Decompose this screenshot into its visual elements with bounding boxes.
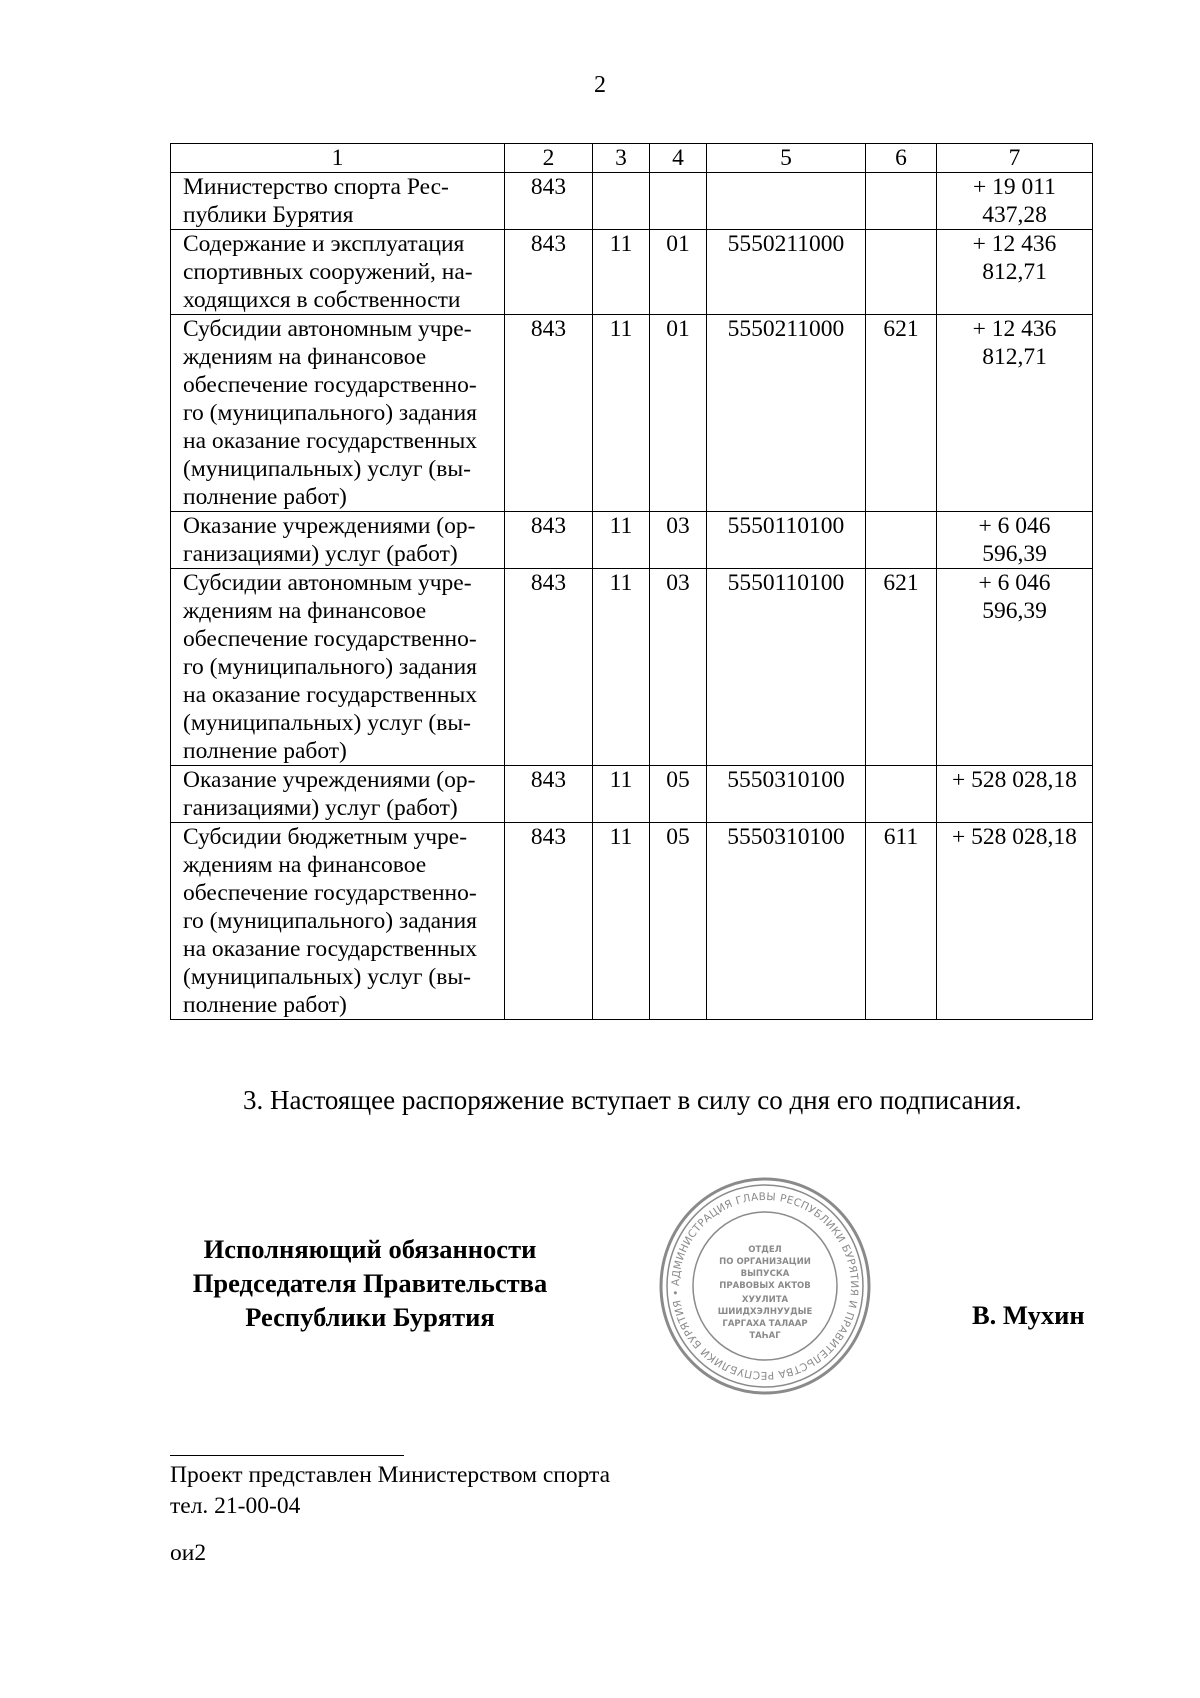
cell-amount: + 12 436 812,71	[937, 315, 1093, 512]
cell-expense-type: 611	[866, 823, 937, 1020]
cell-code: 843	[505, 512, 593, 569]
cell-expense-type	[866, 230, 937, 315]
table-row	[171, 173, 1093, 230]
cell-code: 843	[505, 173, 593, 230]
signatory-title	[160, 1232, 580, 1334]
page-number: 2	[594, 72, 606, 98]
footnote	[170, 1460, 610, 1522]
row-name-cell: Оказание учреждениями (ор- ганизациями) услуг (работ)	[171, 766, 505, 823]
cell-amount: + 528 028,18	[937, 766, 1093, 823]
seal-line: ШИИДХЭЛНУУДЫЕ	[717, 1307, 813, 1317]
signatory-title-line: Исполняющий обязанности	[203, 1234, 537, 1264]
document-code: ои2	[170, 1540, 207, 1566]
cell-target-article: 5550110100	[707, 569, 866, 766]
row-name-cell: Содержание и эксплуатация спортивных сооружений, на- ходящихся в собственности	[171, 230, 505, 315]
cell-code: 843	[505, 823, 593, 1020]
cell-code: 843	[505, 766, 593, 823]
cell-expense-type	[866, 173, 937, 230]
cell-expense-type: 621	[866, 315, 937, 512]
cell-code: 843	[505, 315, 593, 512]
seal-line: ПО ОРГАНИЗАЦИИ	[719, 1257, 811, 1267]
cell-target-article: 5550310100	[707, 766, 866, 823]
table-row	[171, 766, 1093, 823]
seal-graphic	[658, 1176, 872, 1396]
cell-target-article	[707, 173, 866, 230]
seal-line: ТАҺАГ	[749, 1331, 781, 1341]
effective-date-clause: 3. Настоящее распоряжение вступает в силу со дня его подписания.	[243, 1085, 1022, 1115]
row-name-cell: Министерство спорта Рес- публики Бурятия	[171, 173, 505, 230]
column-header: 7	[937, 144, 1093, 173]
cell-target-article: 5550310100	[707, 823, 866, 1020]
cell-expense-type: 621	[866, 569, 937, 766]
row-name-cell: Оказание учреждениями (ор- ганизациями) услуг (работ)	[171, 512, 505, 569]
cell-amount: + 12 436 812,71	[937, 230, 1093, 315]
cell-expense-type	[866, 512, 937, 569]
cell-target-article: 5550110100	[707, 512, 866, 569]
cell-amount: + 6 046 596,39	[937, 512, 1093, 569]
cell-amount: + 528 028,18	[937, 823, 1093, 1020]
cell-section: 11	[593, 823, 650, 1020]
cell-section: 11	[593, 569, 650, 766]
column-header: 1	[171, 144, 505, 173]
cell-code: 843	[505, 569, 593, 766]
cell-subsection: 01	[650, 315, 707, 512]
seal-line: ХУУЛИТА	[741, 1295, 789, 1305]
seal-line: ГАРГАХА ТАЛААР	[722, 1319, 808, 1329]
table-row	[171, 569, 1093, 766]
table-row	[171, 823, 1093, 1020]
seal-line: ПРАВОВЫХ АКТОВ	[719, 1281, 811, 1291]
table-row	[171, 315, 1093, 512]
row-name-cell: Субсидии бюджетным учре- ждениям на финансовое обеспечение государственно- го (муниципального) задания на оказание государственных (муниципальных) услуг (вы- полнение работ)	[171, 823, 505, 1020]
cell-amount: + 19 011 437,28	[937, 173, 1093, 230]
table-row	[171, 512, 1093, 569]
cell-amount: + 6 046 596,39	[937, 569, 1093, 766]
column-header: 6	[866, 144, 937, 173]
signatory-name: В. Мухин	[972, 1300, 1085, 1330]
seal-line: ОТДЕЛ	[748, 1245, 782, 1255]
cell-section	[593, 173, 650, 230]
cell-expense-type	[866, 766, 937, 823]
cell-subsection: 05	[650, 766, 707, 823]
cell-section: 11	[593, 512, 650, 569]
row-name-cell: Субсидии автономным учре- ждениям на финансовое обеспечение государственно- го (муниципального) задания на оказание государственных (муниципальных) услуг (вы- полнение работ)	[171, 569, 505, 766]
cell-target-article: 5550211000	[707, 315, 866, 512]
cell-code: 843	[505, 230, 593, 315]
seal-line: ВЫПУСКА	[740, 1269, 790, 1279]
footnote-divider	[170, 1455, 404, 1456]
column-header: 4	[650, 144, 707, 173]
phone-number: тел. 21-00-04	[170, 1493, 301, 1519]
official-seal-icon	[658, 1176, 872, 1396]
cell-target-article: 5550211000	[707, 230, 866, 315]
cell-section: 11	[593, 230, 650, 315]
cell-subsection: 03	[650, 512, 707, 569]
cell-section: 11	[593, 766, 650, 823]
signatory-title-line: Председателя Правительства	[192, 1268, 548, 1298]
row-name-cell: Субсидии автономным учре- ждениям на финансовое обеспечение государственно- го (муниципального) задания на оказание государственных (муниципальных) услуг (вы- полнение работ)	[171, 315, 505, 512]
project-note: Проект представлен Министерством спорта	[170, 1462, 611, 1488]
cell-subsection: 01	[650, 230, 707, 315]
table-row	[171, 230, 1093, 315]
column-header: 2	[505, 144, 593, 173]
budget-table	[170, 143, 1093, 1020]
table-header-row	[171, 144, 1093, 173]
column-header: 3	[593, 144, 650, 173]
cell-subsection	[650, 173, 707, 230]
column-header: 5	[707, 144, 866, 173]
seal-ring-text: АДМИНИСТРАЦИЯ ГЛАВЫ РЕСПУБЛИКИ БУРЯТИЯ И ПРАВИТЕЛЬСТВА РЕСПУБЛИКИ БУРЯТИЯ •	[669, 1190, 861, 1382]
cell-subsection: 03	[650, 569, 707, 766]
signatory-title-line: Республики Бурятия	[245, 1302, 495, 1332]
cell-subsection: 05	[650, 823, 707, 1020]
cell-section: 11	[593, 315, 650, 512]
